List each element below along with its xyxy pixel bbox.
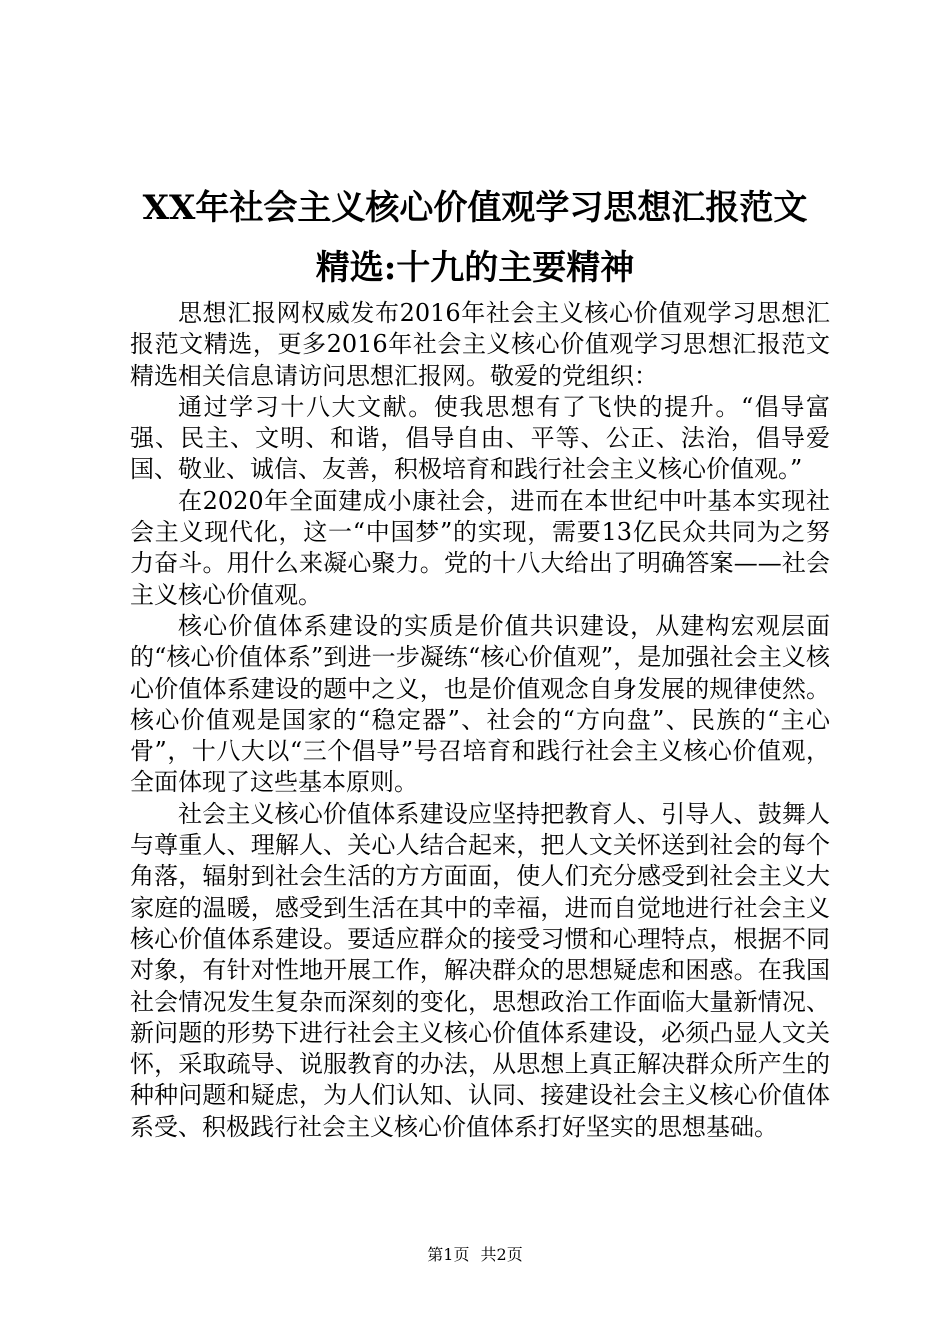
paragraph: 思想汇报网权威发布2016年社会主义核心价值观学习思想汇报范文精选，更多2016年社会主义核心价值观学习思想汇报范文精选相关信息请访问思想汇报网。敬爱的党组织： [130,299,830,390]
document-title-line1: XX年社会主义核心价值观学习思想汇报范文 [142,188,808,228]
page-number: 第1页 [427,1245,470,1264]
paragraph: 社会主义核心价值体系建设应坚持把教育人、引导人、鼓舞人与尊重人、理解人、关心人结合起来，把人文关怀送到社会的每个角落，辐射到社会生活的方方面面，使人们充分感受到社会主义大家庭的温暖，感受到生活在其中的幸福，进而自觉地进行社会主义核心价值体系建设。要适应群众的接受习惯和心理特点，根据不同对象，有针对性地开展工作，解决群众的思想疑虑和困惑。在我国社会情况发生复杂而深刻的变化，思想政治工作面临大量新情况、新问题的形势下进行社会主义核心价值体系建设，必须凸显人文关怀，采取疏导、说服教育的办法，从思想上真正解决群众所产生的种种问题和疑虑，为人们认知、认同、接建设社会主义核心价值体系受、积极践行社会主义核心价值体系打好坚实的思想基础。 [130,799,830,1141]
paragraph: 核心价值体系建设的实质是价值共识建设，从建构宏观层面的“核心价值体系”到进一步凝练“核心价值观”，是加强社会主义核心价值体系建设的题中之义，也是价值观念自身发展的规律使然。核心价值观是国家的“稳定器”、社会的“方向盘”、民族的“主心骨”，十八大以“三个倡导”号召培育和践行社会主义核心价值观，全面体现了这些基本原则。 [130,611,830,797]
page-footer [0,1245,950,1265]
paragraph: 在2020年全面建成小康社会，进而在本世纪中叶基本实现社会主义现代化，这一“中国梦”的实现，需要13亿民众共同为之努力奋斗。用什么来凝心聚力。党的十八大给出了明确答案——社会主义核心价值观。 [130,486,830,609]
document-title-line2: 精选:十九的主要精神 [315,248,635,288]
document-body [130,298,830,1143]
paragraph: 通过学习十八大文献。使我思想有了飞快的提升。“倡导富强、民主、文明、和谐，倡导自由、平等、公正、法治，倡导爱国、敬业、诚信、友善，积极培育和践行社会主义核心价值观。” [130,392,830,484]
page-total: 共2页 [480,1245,523,1264]
